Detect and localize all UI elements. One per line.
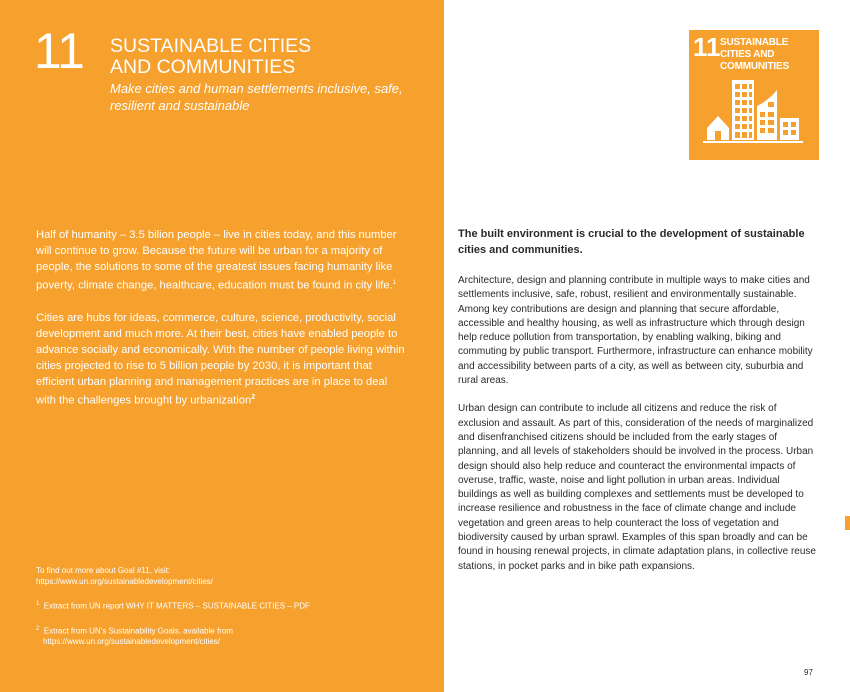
left-paragraph-1-text: Half of humanity – 3.5 bilion people – live in cities today, and this number will continue to grow. Because the future will be urban for a majority of people, the solutions to some of the greatest issues facing humanity like poverty, climate change, healthcare, education must be found in city life.	[36, 229, 397, 292]
page-number: 97	[804, 668, 813, 677]
lead-statement: The built environment is crucial to the development of sustainable cities and communities.	[458, 228, 805, 256]
goal-title-line2: AND COMMUNITIES	[110, 56, 296, 78]
city-buildings-icon	[689, 30, 819, 160]
sdg-goal-11-tile	[689, 30, 819, 160]
right-body-text	[458, 227, 820, 588]
footnote-2-text: Extract from UN's Sustainability Goals, available from	[43, 626, 233, 636]
sdg-tile-number: 11	[693, 32, 721, 62]
goal-title	[110, 36, 311, 78]
right-paragraph-1: Architecture, design and planning contribute in multiple ways to make cities and settlements inclusive, safe, robust, resilient and environmentally sustainable. Among key contributions are design and planning that secure affordable, accessible and healthy housing, as well as infrastructure which through design help reduce pollution from transportation, by enabling walking, biking and commuting by public transport. Furthermore, infrastructure can enhance mobility and accessibility between parts of a city, as well as between city, suburbia and rural areas.	[458, 275, 813, 387]
footnotes	[36, 565, 416, 659]
left-body-text	[36, 227, 406, 424]
more-info-note	[36, 565, 416, 587]
more-info-link[interactable]: https://www.un.org/sustainabledevelopment/cities/	[36, 577, 213, 586]
goal-subtitle: Make cities and human settlements inclusive, safe, resilient and sustainable	[110, 81, 403, 113]
footnote-2	[36, 624, 416, 648]
footnote-2-link[interactable]: https://www.un.org/sustainabledevelopment/cities/	[43, 637, 220, 647]
page-edge-tab	[845, 516, 850, 530]
sdg-tile-title: SUSTAINABLE CITIES AND COMMUNITIES	[720, 37, 789, 72]
goal-title-line1: SUSTAINABLE CITIES	[110, 35, 312, 57]
footnote-1-text: Extract from UN report WHY IT MATTERS – SUSTAINABLE CITIES – PDF	[43, 601, 310, 611]
footnote-ref-2: 2	[251, 393, 256, 401]
left-paragraph-2	[36, 310, 406, 409]
left-paragraph-2-text: Cities are hubs for ideas, commerce, culture, science, productivity, social development and much more. At their best, cities have enabled people to advance socially and economically. With the number of people living within cities projected to rise to 5 billion people by 2030, it is important that efficient urban planning and management practices are in place to deal with the challenges brought by urbanization	[36, 311, 405, 407]
more-info-label: To find out more about Goal #11, visit:	[36, 566, 171, 575]
footnote-2-marker: 2	[36, 625, 40, 632]
footnote-ref-1: 1	[392, 280, 397, 286]
goal-number: 11	[34, 23, 84, 79]
right-paragraph-2: Urban design can contribute to include all citizens and reduce the risk of exclusion and assault. As part of this, consideration of the needs of marginalized and disenfranchised citizens should be included from the early stages of planning, and all levels of stakeholders should be involved in the process. Urban design should also help reduce and counteract the environmental impacts of overuse, traffic, waste, noise and light pollution in urban areas. Individual buildings as well as building complexes and settlements must be developed to increase resilience and robustness in the face of climate change and include vegetation and green areas to help counteract the loss of vegetation and biodiversity caused by urban sprawl. Examples of this span broadly and can be found in housing renewal projects, in climate adaptation plans, in collective reuse stations, in pocket parks and in bike path expansions.	[458, 403, 816, 572]
left-paragraph-1	[36, 227, 406, 294]
footnote-1	[36, 599, 416, 612]
footnote-1-marker: 1	[36, 601, 40, 607]
